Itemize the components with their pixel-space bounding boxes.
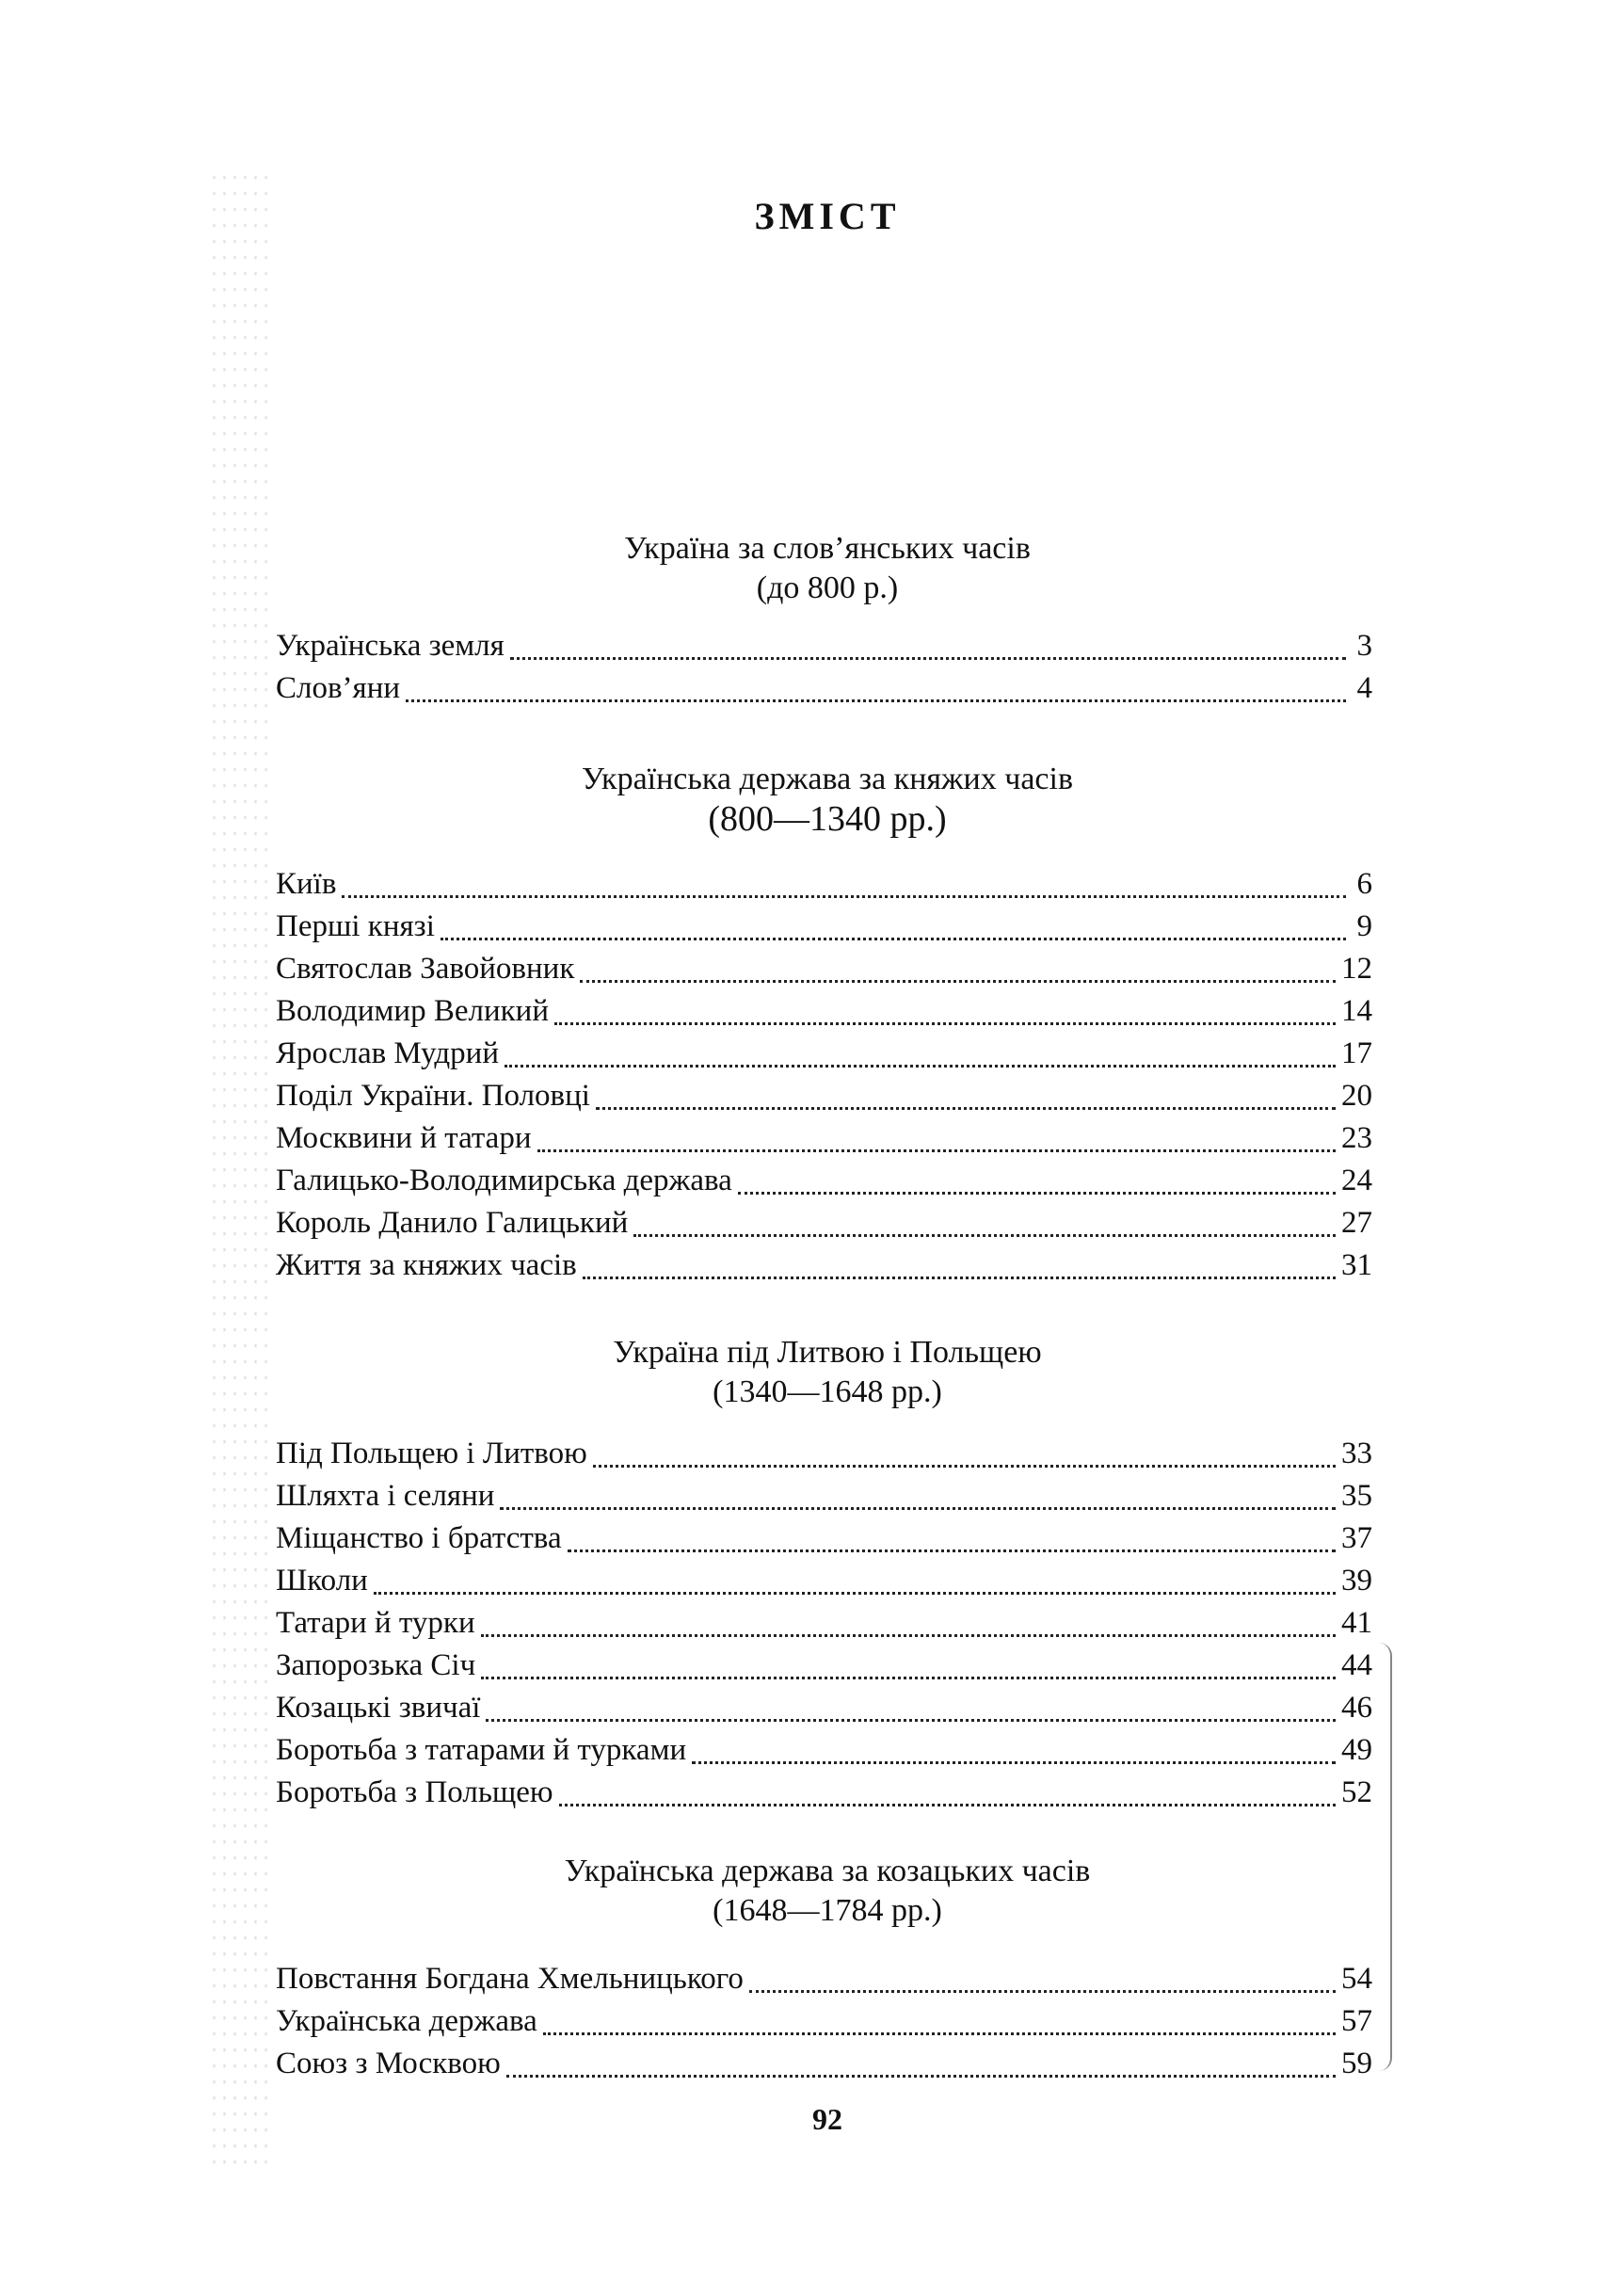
- toc-entry-page: 54: [1341, 1962, 1372, 1996]
- toc-entry-label: Володимир Великий: [276, 994, 549, 1028]
- toc-entry: [276, 1206, 1372, 1248]
- dot-leader: [481, 1676, 1336, 1679]
- toc-entry-label: Київ: [276, 867, 337, 901]
- toc-entry-page: 49: [1341, 1733, 1372, 1767]
- toc-entry: [276, 1036, 1372, 1079]
- toc-entry-page: 35: [1341, 1479, 1372, 1513]
- dot-leader: [583, 1276, 1336, 1279]
- toc-entry: [276, 1079, 1372, 1121]
- page-number: 92: [812, 2102, 842, 2136]
- toc-entry: [276, 1648, 1372, 1691]
- dot-leader: [406, 698, 1346, 702]
- toc-entry-label: Під Польщею і Литвою: [276, 1437, 587, 1470]
- dot-leader: [537, 1148, 1337, 1152]
- toc-entry-label: Повстання Богдана Хмельницького: [276, 1962, 744, 1996]
- dot-leader: [692, 1760, 1336, 1764]
- dot-leader: [596, 1106, 1336, 1110]
- dot-leader: [500, 1506, 1336, 1510]
- toc-entry: [276, 1691, 1372, 1733]
- toc-entry-page: 31: [1341, 1248, 1372, 1282]
- toc-entry-label: Козацькі звичаї: [276, 1691, 481, 1725]
- section-title: Українська держава за козацьких часів: [564, 1854, 1091, 1888]
- dot-leader: [486, 1718, 1336, 1722]
- dot-leader: [568, 1549, 1336, 1552]
- toc-entry-label: Москвини й татари: [276, 1121, 532, 1155]
- toc-entry: [276, 1733, 1372, 1775]
- dot-leader: [543, 2031, 1336, 2035]
- toc-list: [276, 1437, 1372, 1818]
- dot-leader: [749, 1989, 1336, 1993]
- toc-entry: [276, 909, 1372, 952]
- toc-entry-label: Боротьба з Польщею: [276, 1775, 553, 1809]
- toc-entry: [276, 1564, 1372, 1606]
- toc-entry: [276, 994, 1372, 1036]
- toc-entry-page: 52: [1341, 1775, 1372, 1809]
- toc-entry-label: Запорозька Січ: [276, 1648, 476, 1682]
- section-period: (1340—1648 pp.): [713, 1374, 942, 1409]
- dot-leader: [633, 1233, 1336, 1237]
- toc-entry-label: Боротьба з татарами й турками: [276, 1733, 687, 1767]
- toc-entry-page: 33: [1341, 1437, 1372, 1470]
- toc-entry-page: 37: [1341, 1521, 1372, 1555]
- section-period: (800—1340 pp.): [708, 799, 947, 839]
- toc-entry: [276, 2004, 1372, 2047]
- toc-entry: [276, 867, 1372, 909]
- dot-leader: [554, 1021, 1336, 1025]
- toc-entry-label: Поділ України. Половці: [276, 1079, 590, 1113]
- toc-entry-label: Українська земля: [276, 629, 505, 663]
- section-title: Україна під Литвою і Польщею: [613, 1335, 1042, 1370]
- toc-entry-page: 41: [1341, 1606, 1372, 1640]
- toc-entry: [276, 1121, 1372, 1164]
- toc-entry: [276, 1962, 1372, 2004]
- toc-entry: [276, 1479, 1372, 1521]
- toc-entry-label: Святослав Завойовник: [276, 952, 575, 986]
- toc-entry: [276, 1521, 1372, 1564]
- section-period: (до 800 р.): [756, 570, 899, 605]
- toc-entry-page: 12: [1341, 952, 1372, 986]
- toc-entry-label: Ярослав Мудрий: [276, 1036, 499, 1070]
- dot-leader: [506, 2074, 1336, 2078]
- section-heading: [0, 1852, 1618, 1931]
- toc-entry-page: 3: [1356, 629, 1372, 663]
- toc-entry: [276, 1248, 1372, 1291]
- dot-leader: [342, 894, 1346, 898]
- toc-entry-label: Українська держава: [276, 2004, 537, 2038]
- toc-entry-label: Союз з Москвою: [276, 2047, 501, 2080]
- toc-list: [276, 867, 1372, 1291]
- toc-entry-page: 20: [1341, 1079, 1372, 1113]
- toc-entry-label: Слов’яни: [276, 671, 401, 705]
- toc-list: [276, 1962, 1372, 2089]
- toc-entry: [276, 1164, 1372, 1206]
- toc-entry-page: 9: [1356, 909, 1372, 943]
- toc-list: [276, 629, 1372, 714]
- toc-entry-label: Шляхта і селяни: [276, 1479, 495, 1513]
- section-heading: [0, 760, 1618, 839]
- dot-leader: [481, 1633, 1336, 1637]
- toc-entry-label: Король Данило Галицький: [276, 1206, 629, 1240]
- toc-entry-page: 46: [1341, 1691, 1372, 1725]
- toc-entry-label: Галицько-Володимирська держава: [276, 1164, 732, 1197]
- toc-entry: [276, 952, 1372, 994]
- toc-entry-page: 24: [1341, 1164, 1372, 1197]
- toc-entry: [276, 2047, 1372, 2089]
- section-title: Україна за слов’янських часів: [624, 531, 1031, 566]
- toc-entry: [276, 1775, 1372, 1818]
- toc-entry-label: Життя за княжих часів: [276, 1248, 577, 1282]
- page-title: ЗМІСТ: [754, 195, 901, 237]
- toc-entry-label: Міщанство і братства: [276, 1521, 562, 1555]
- toc-entry-page: 57: [1341, 2004, 1372, 2038]
- toc-entry-page: 27: [1341, 1206, 1372, 1240]
- section-title: Українська держава за княжих часів: [581, 762, 1074, 796]
- dot-leader: [580, 979, 1336, 983]
- toc-entry-label: Перші князі: [276, 909, 435, 943]
- toc-entry: [276, 1437, 1372, 1479]
- toc-entry-page: 39: [1341, 1564, 1372, 1598]
- toc-entry-label: Татари й турки: [276, 1606, 475, 1640]
- dot-leader: [738, 1191, 1336, 1195]
- dot-leader: [510, 656, 1346, 660]
- toc-entry-page: 59: [1341, 2047, 1372, 2080]
- toc-entry-label: Школи: [276, 1564, 368, 1598]
- dot-leader: [559, 1803, 1336, 1806]
- section-heading: [0, 1333, 1618, 1412]
- toc-entry-page: 17: [1341, 1036, 1372, 1070]
- dot-leader: [441, 937, 1346, 940]
- toc-entry-page: 6: [1356, 867, 1372, 901]
- toc-entry-page: 4: [1356, 671, 1372, 705]
- toc-entry-page: 14: [1341, 994, 1372, 1028]
- dot-leader: [593, 1464, 1336, 1468]
- section-period: (1648—1784 pp.): [713, 1893, 942, 1928]
- section-heading: [0, 529, 1618, 608]
- dot-leader: [374, 1591, 1336, 1595]
- toc-entry: [276, 1606, 1372, 1648]
- dot-leader: [505, 1064, 1336, 1068]
- toc-entry-page: 44: [1341, 1648, 1372, 1682]
- toc-entry: [276, 629, 1372, 671]
- toc-entry-page: 23: [1341, 1121, 1372, 1155]
- toc-entry: [276, 671, 1372, 714]
